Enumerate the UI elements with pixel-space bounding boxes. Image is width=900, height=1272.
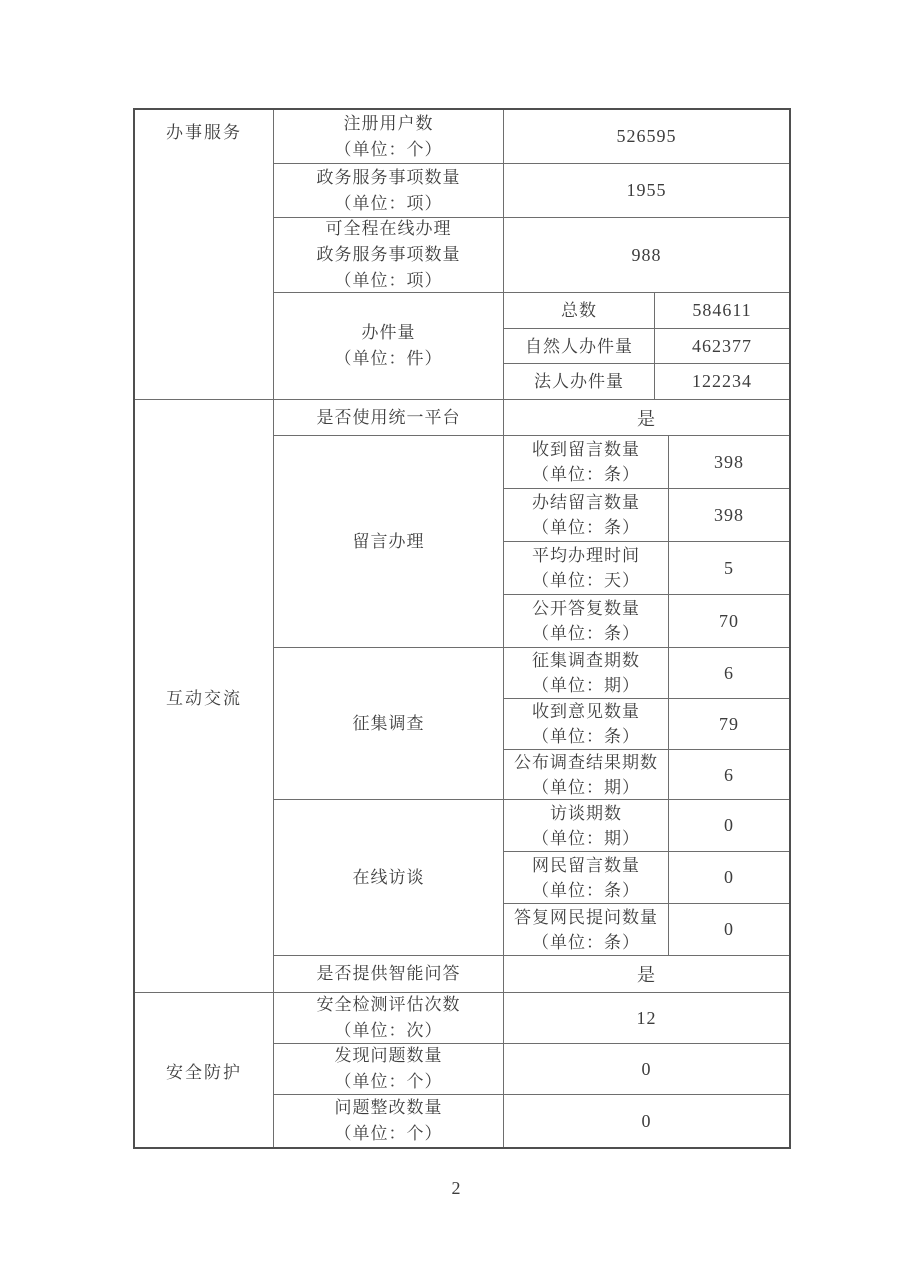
submetric-label-cell (504, 852, 669, 903)
submetric-label: 办结留言数量 (532, 493, 640, 512)
submetric-value: 70 (719, 610, 739, 631)
submetric-label: 收到留言数量 (532, 440, 640, 459)
metric-label-cell (274, 400, 504, 435)
metric-value: 12 (636, 1007, 657, 1028)
metric-label-cell (274, 956, 504, 992)
metric-unit: （单位：个） (334, 139, 443, 159)
submetric-row-interview-issues (504, 800, 789, 852)
submetric-label-cell (504, 699, 669, 749)
submetric-label: 网民留言数量 (532, 855, 640, 875)
metric-row-unified-platform (274, 400, 789, 436)
metric-label-cell (274, 110, 504, 163)
metric-unit: （单位：次） (334, 1021, 443, 1040)
submetric-value: 462377 (692, 335, 752, 356)
section-rows (274, 400, 789, 992)
submetric-label-cell (504, 329, 655, 364)
submetric-label: 总数 (561, 300, 597, 320)
submetric-label: 公布调查结果期数 (514, 753, 658, 772)
section-interaction (135, 400, 789, 993)
metric-label: 是否使用统一平台 (316, 407, 461, 427)
submetric-label: 收到意见数量 (532, 702, 640, 721)
metric-row-problems-fixed (274, 1095, 789, 1147)
submetric-unit: （单位：期） (532, 676, 640, 695)
submetric-label-cell (504, 364, 655, 399)
submetric-row-total (504, 293, 789, 329)
group-items (504, 648, 789, 799)
submetric-unit: （单位：期） (532, 778, 640, 797)
metric-unit: （单位：个） (334, 1072, 443, 1091)
group-items (504, 436, 789, 647)
section-rows (274, 993, 789, 1147)
submetric-label: 答复网民提问数量 (514, 907, 658, 927)
category-cell-interaction (135, 400, 274, 992)
submetric-unit: （单位：条） (532, 932, 640, 952)
submetric-label-cell (504, 293, 655, 328)
metric-label-cell (274, 993, 504, 1043)
group-items (504, 800, 789, 955)
group-label: 留言办理 (352, 531, 425, 551)
metric-label: 政务服务事项数量 (316, 167, 461, 187)
category-label: 办事服务 (166, 123, 242, 142)
submetric-label: 访谈期数 (550, 803, 622, 823)
metric-value: 0 (641, 1110, 652, 1131)
submetric-row-results-published (504, 750, 789, 800)
group-unit: （单位：件） (334, 349, 443, 368)
metric-label-line2: 政务服务事项数量 (316, 245, 461, 264)
group-row-online-interview (274, 800, 789, 956)
submetric-unit: （单位：期） (532, 828, 640, 848)
submetric-row-public-replies (504, 595, 789, 647)
submetric-label-cell (504, 800, 669, 851)
metric-value: 是 (637, 408, 656, 429)
metric-label: 问题整改数量 (334, 1098, 443, 1117)
group-label: 征集调查 (352, 713, 425, 733)
submetric-label-cell (504, 489, 669, 541)
submetric-label: 公开答复数量 (532, 599, 640, 618)
metric-label: 安全检测评估次数 (316, 995, 461, 1014)
metric-row-smart-qa (274, 956, 789, 992)
metric-value: 是 (637, 965, 656, 985)
submetric-value: 79 (719, 713, 739, 734)
group-row-survey (274, 648, 789, 800)
metric-label: 发现问题数量 (334, 1046, 443, 1065)
submetric-unit: （单位：条） (532, 727, 640, 746)
category-label: 安全防护 (166, 1062, 242, 1082)
submetric-row-netizen-messages (504, 852, 789, 904)
metric-value: 988 (631, 244, 662, 265)
metric-label-cell (274, 1095, 504, 1147)
submetric-value: 584611 (692, 299, 752, 320)
metric-label-line1: 可全程在线办理 (325, 219, 452, 238)
metric-label-cell (274, 164, 504, 217)
metric-label-cell (274, 1044, 504, 1094)
submetric-unit: （单位：条） (532, 465, 640, 484)
submetric-value: 0 (724, 919, 734, 939)
submetric-row-questions-answered (504, 904, 789, 955)
metric-unit: （单位：项） (334, 271, 443, 290)
group-label-cell (274, 800, 504, 955)
submetric-label-cell (504, 595, 669, 647)
submetric-value: 6 (724, 662, 734, 683)
category-cell-service-handling (135, 110, 274, 399)
group-label-cell (274, 293, 504, 399)
metric-unit: （单位：个） (334, 1124, 443, 1143)
submetric-label: 征集调查期数 (532, 651, 640, 670)
submetric-label-cell (504, 542, 669, 594)
submetric-unit: （单位：天） (532, 571, 640, 590)
group-row-handled-volume (274, 293, 789, 399)
submetric-label-cell (504, 648, 669, 698)
submetric-value: 122234 (692, 371, 752, 392)
submetric-value: 398 (714, 504, 744, 525)
submetric-unit: （单位：条） (532, 624, 640, 643)
metric-unit: （单位：项） (334, 193, 443, 213)
submetric-label-cell (504, 750, 669, 800)
submetric-label-cell (504, 904, 669, 955)
submetric-row-survey-issues (504, 648, 789, 699)
metric-value: 1955 (626, 180, 667, 200)
group-label: 办件量 (361, 323, 416, 342)
submetric-row-legal-person (504, 364, 789, 399)
metric-row-security-checks (274, 993, 789, 1044)
section-service-handling (135, 110, 789, 400)
group-label-cell (274, 436, 504, 647)
metric-value: 0 (641, 1058, 652, 1079)
submetric-row-messages-received (504, 436, 789, 489)
group-items (504, 293, 789, 399)
submetric-row-average-time (504, 542, 789, 595)
page-number: 2 (451, 1178, 461, 1198)
submetric-value: 5 (724, 557, 734, 578)
submetric-unit: （单位：条） (532, 880, 640, 900)
metric-label: 是否提供智能问答 (316, 964, 461, 983)
category-cell-security (135, 993, 274, 1147)
metric-row-service-items (274, 164, 789, 218)
section-rows (274, 110, 789, 399)
submetric-unit: （单位：条） (532, 518, 640, 537)
submetric-label: 法人办件量 (534, 372, 624, 392)
submetric-row-messages-resolved (504, 489, 789, 542)
metric-value: 526595 (616, 126, 677, 146)
group-row-message-handling (274, 436, 789, 648)
metric-row-registered-users (274, 110, 789, 164)
category-label: 互动交流 (166, 688, 242, 708)
metric-label-cell (274, 218, 504, 292)
group-label-cell (274, 648, 504, 799)
submetric-row-opinions-received (504, 699, 789, 750)
submetric-label: 平均办理时间 (532, 546, 640, 565)
submetric-label-cell (504, 436, 669, 488)
submetric-value: 0 (724, 867, 734, 887)
submetric-value: 0 (724, 815, 734, 835)
group-label: 在线访谈 (352, 867, 425, 887)
annual-report-table (133, 108, 791, 1149)
submetric-value: 6 (724, 764, 734, 785)
submetric-row-natural-person (504, 329, 789, 365)
metric-row-problems-found (274, 1044, 789, 1095)
submetric-value: 398 (714, 451, 744, 472)
metric-row-online-items (274, 218, 789, 293)
submetric-label: 自然人办件量 (525, 336, 633, 356)
section-security (135, 993, 789, 1147)
metric-label: 注册用户数 (343, 113, 434, 133)
